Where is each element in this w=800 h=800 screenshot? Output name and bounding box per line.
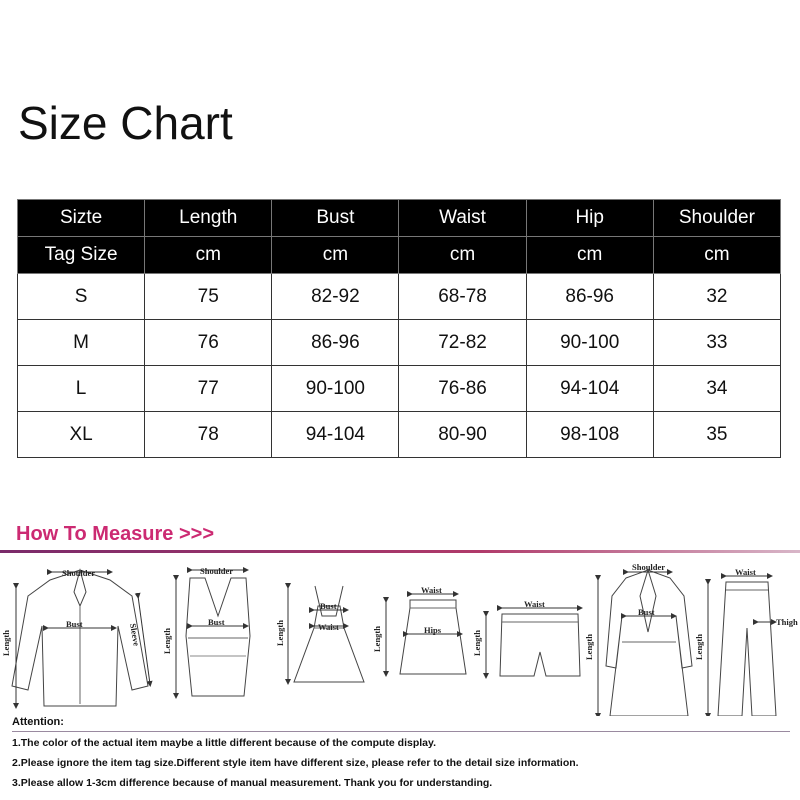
attention-note: 1.The color of the actual item maybe a little different because of the compute display. <box>12 737 436 749</box>
table-cell: 90-100 <box>272 366 399 412</box>
bust-label: Bust <box>320 601 337 611</box>
length-label: Length <box>1 630 11 656</box>
header-cell: cm <box>272 237 399 274</box>
table-cell: S <box>18 274 145 320</box>
header-cell: cm <box>653 237 780 274</box>
length-label: Length <box>275 620 285 646</box>
table-row <box>18 274 781 320</box>
header-cell: Shoulder <box>653 200 780 237</box>
table-cell: 90-100 <box>526 320 653 366</box>
shoulder-label: Shoulder <box>632 562 666 572</box>
attention-note: 2.Please ignore the item tag size.Different style item have different size, please refer to the detail size information. <box>12 757 579 769</box>
length-label: Length <box>372 626 382 652</box>
table-cell: 33 <box>653 320 780 366</box>
size-chart-table <box>17 199 781 458</box>
section-divider <box>0 550 800 553</box>
table-cell: 32 <box>653 274 780 320</box>
shorts-diagram <box>472 599 580 676</box>
table-cell: L <box>18 366 145 412</box>
length-label: Length <box>584 634 594 660</box>
table-row <box>18 320 781 366</box>
header-cell: cm <box>399 237 526 274</box>
length-label: Length <box>162 628 172 654</box>
table-row <box>18 412 781 458</box>
header-cell: Sizte <box>18 200 145 237</box>
attention-note: 3.Please allow 1-3cm difference because of manual measurement. Thank you for understanding. <box>12 777 493 789</box>
table-cell: 77 <box>145 366 272 412</box>
table-cell: 80-90 <box>399 412 526 458</box>
header-cell: cm <box>526 237 653 274</box>
trousers-diagram <box>694 567 798 716</box>
sleeve-label: Sleeve <box>128 622 142 647</box>
header-cell: Hip <box>526 200 653 237</box>
table-cell: 94-104 <box>272 412 399 458</box>
table-cell: 98-108 <box>526 412 653 458</box>
waist-label: Waist <box>421 585 442 595</box>
table-cell: 68-78 <box>399 274 526 320</box>
skirt-diagram <box>372 585 466 674</box>
tank-top-diagram <box>162 566 250 696</box>
table-cell: XL <box>18 412 145 458</box>
table-cell: 72-82 <box>399 320 526 366</box>
waist-label: Waist <box>524 599 545 609</box>
attention-divider <box>12 731 790 732</box>
table-unit-row <box>18 237 781 274</box>
table-header-row <box>18 200 781 237</box>
header-cell: Length <box>145 200 272 237</box>
thigh-label: Thigh <box>776 617 798 627</box>
table-cell: 35 <box>653 412 780 458</box>
blouse-diagram <box>1 568 150 706</box>
table-cell: M <box>18 320 145 366</box>
table-cell: 82-92 <box>272 274 399 320</box>
length-label: Length <box>694 634 704 660</box>
dress-diagram <box>275 586 364 682</box>
bust-label: Bust <box>208 617 225 627</box>
shoulder-label: Shoulder <box>62 568 96 578</box>
length-label: Length <box>472 630 482 656</box>
table-cell: 94-104 <box>526 366 653 412</box>
table-cell: 76 <box>145 320 272 366</box>
table-cell: 78 <box>145 412 272 458</box>
header-cell: Waist <box>399 200 526 237</box>
how-to-measure-title: How To Measure >>> <box>16 523 215 545</box>
table-cell: 86-96 <box>526 274 653 320</box>
table-cell: 34 <box>653 366 780 412</box>
bust-label: Bust <box>66 619 83 629</box>
table-cell: 76-86 <box>399 366 526 412</box>
waist-label: Waist <box>318 622 339 632</box>
table-row <box>18 366 781 412</box>
table-cell: 75 <box>145 274 272 320</box>
coat-diagram <box>584 562 692 716</box>
header-cell: Tag Size <box>18 237 145 274</box>
attention-title: Attention: <box>12 716 64 728</box>
waist-label: Waist <box>735 567 756 577</box>
header-cell: cm <box>145 237 272 274</box>
shoulder-label: Shoulder <box>200 566 234 576</box>
page-title: Size Chart <box>18 97 233 149</box>
header-cell: Bust <box>272 200 399 237</box>
table-cell: 86-96 <box>272 320 399 366</box>
measurement-diagrams <box>0 556 800 716</box>
bust-label: Bust <box>638 607 655 617</box>
hips-label: Hips <box>424 625 442 635</box>
